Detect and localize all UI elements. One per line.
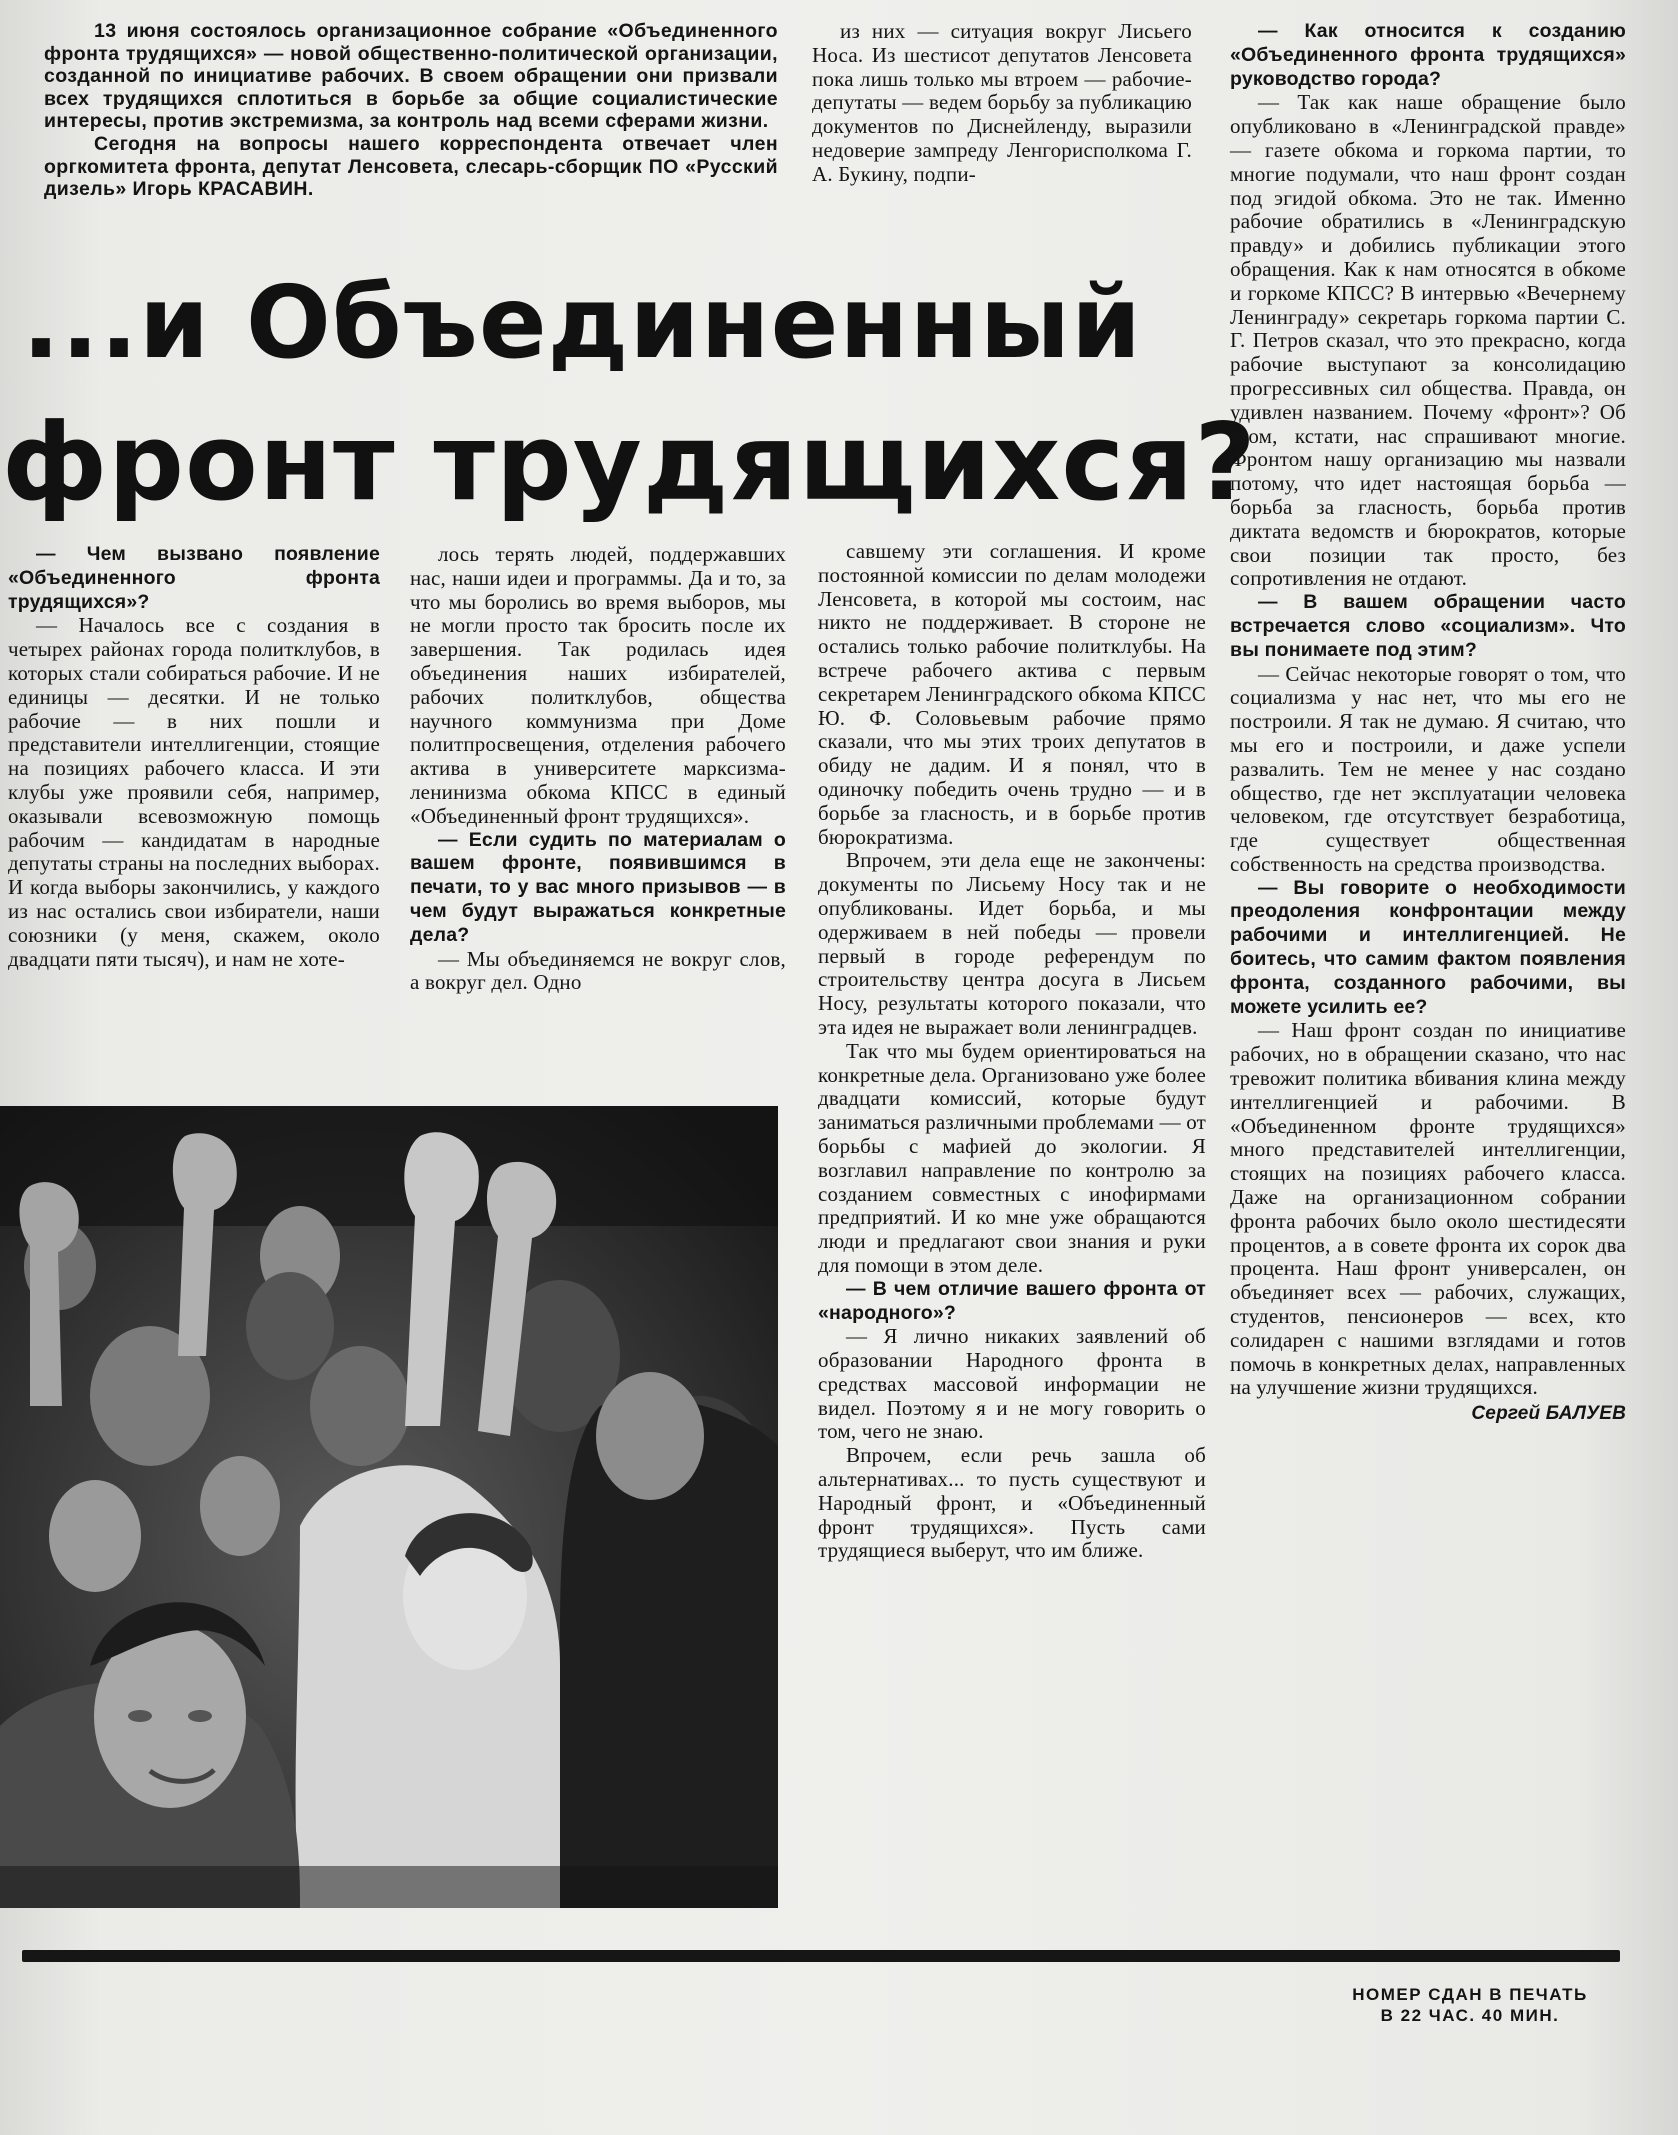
lead-intro [44, 20, 778, 201]
print-note [1300, 1984, 1640, 2026]
column-3 [818, 540, 1206, 1563]
interview-question: — Как относится к созданию «Объединенного фронта трудящихся» руководство города? [1230, 20, 1626, 90]
bottom-rule [22, 1950, 1620, 1962]
column-2 [410, 543, 786, 995]
article-paragraph: — Наш фронт создан по инициативе рабочих, но в обращении сказано, что нас тревожит политика вбивания клина между интеллигенцией и рабочими. В «Объединенном фронте трудящихся» много представителей интеллигенции, стоящих на позициях рабочего класса. Даже на организационном собрании фронта рабочих было около шестидесяти процентов, а в совете фронта их сорок два процента. Наш фронт универсален, он объединяет всех — рабочих, служащих, студентов, пенсионеров — всех, кто солидарен с нашими взглядами и готов помочь в конкретных делах, направленных на улучшение жизни трудящихся. [1230, 1018, 1626, 1400]
author-signature: Сергей БАЛУЕВ [1471, 1403, 1626, 1425]
article-paragraph: — Сейчас некоторые говорят о том, что социализма у нас нет, что мы его не построили. Я так не думаю. Я считаю, что мы его и построили, и даже успели развалить. Тем не менее у нас создано общество, где нет эксплуатации человека человеком, где отсутствует безработица, где существует общественная собственность на средства производства. [1230, 661, 1626, 876]
article-paragraph: Так что мы будем ориентироваться на конкретные дела. Организовано уже более двадцати комиссий, которые будут заниматься различными проблемами — от борьбы с мафией до экологии. Я возглавил направление по контролю за созданием совместных с инофирмами предприятий. И ко мне уже обращаются люди и предлагают свои знания и руки для помощи в этом деле. [818, 1038, 1207, 1277]
interview-question: — В вашем обращении часто встречается слово «социализм». Что вы понимаете под этим? [1230, 591, 1626, 661]
print-note-line-1: НОМЕР СДАН В ПЕЧАТЬ [1352, 1985, 1588, 2004]
article-paragraph: — Мы объединяемся не вокруг слов, а вокруг дел. Одно [410, 946, 786, 995]
print-note-line-2: В 22 ЧАС. 40 МИН. [1380, 2006, 1560, 2025]
article-paragraph: из них — ситуация вокруг Лисьего Носа. Из шестисот депутатов Ленсовета пока лишь только мы втроем — рабочие-депутаты — ведем борьбу за публикацию документов по Диснейленду, выразили недоверие зампреду Ленгорисполкома Г. А. Букину, подпи- [812, 19, 1192, 186]
crowd-photo-illustration [0, 1106, 778, 1908]
column-top-middle [812, 20, 1192, 187]
interview-question: — Вы говорите о необходимости преодоления конфронтации между рабочими и интеллигенцией. Не боитесь, что самим фактом появления фронта, созданного рабочими, вы можете усилить ее? [1230, 876, 1626, 1018]
headline-line-1: ...и Объединенный [22, 264, 1143, 381]
column-1 [8, 543, 380, 971]
headline-line-2: фронт трудящихся? [2, 401, 1257, 524]
article-paragraph: — Так как наше обращение было опубликовано в «Ленинградской правде» — газете обкома и горкома партии, то многие подумали, что наш фронт создан под эгидой обкома. Это не так. Именно рабочие обратились в «Ленинградскую правду» и добились публикации этого обращения. Как к нам относятся в обкоме и горкоме КПСС? В интервью «Вечернему Ленинграду» секретарь горкома партии С. Г. Петров сказал, что это прекрасно, когда рабочие выступают за консолидацию прогрессивных сил общества. Правда, он удивлен названием. Почему «фронт»? Об этом, кстати, нас спрашивают многие. Фронтом нашу организацию мы назвали потому, что идет настоящая борьба — борьба за гласность, борьба против диктата ведомств и бюрократов, которые свои позиции так просто, без сопротивления не отдают. [1230, 90, 1626, 591]
column-4 [1230, 20, 1626, 1426]
lead-paragraph-1: 13 июня состоялось организационное собрание «Объединенного фронта трудящихся» — новой общественно-политической организации, созданной по инициативе рабочих. В своем обращении они призвали всех трудящихся сплотиться в борьбе за общие социалистические интересы, против экстремизма, за контроль над всеми сферами жизни. [44, 20, 778, 133]
interview-question: — Если судить по материалам о вашем фронте, появившимся в печати, то у вас много призывов — в чем будут выражаться конкретные дела? [410, 828, 786, 946]
article-paragraph: савшему эти соглашения. И кроме постоянной комиссии по делам молодежи Ленсовета, в которой мы состоим, нас никто не поддерживает. В стороне не остались только рабочие политклубы. На встрече рабочего актива с первым секретарем Ленинградского обкома КПСС Ю. Ф. Соловьевым рабочие прямо сказали, что мы этих троих депутатов в обиду не дадим. И я понял, что в одиночку победить очень трудно — и в борьбе за гласность, и в борьбе против бюрократизма. [818, 539, 1206, 849]
article-paragraph: Впрочем, если речь зашла об альтернативах... то пусть существуют и Народный фронт, и «Объединенный фронт трудящихся». Пусть сами трудящиеся выберут, что им ближе. [818, 1443, 1206, 1563]
interview-question: — Чем вызвано появление «Объединенного фронта трудящихся»? [8, 543, 380, 613]
article-paragraph: Впрочем, эти дела еще не закончены: документы по Лисьему Носу так и не опубликованы. Идет борьба, и мы одерживаем в ней победы — провели первый в городе референдум по строительству центра досуга в Лисьем Носу, результаты которого показали, что эта идея не выражает воли ленинградцев. [818, 848, 1206, 1039]
crowd-photo [0, 1106, 778, 1908]
article-paragraph: — Началось все с создания в четырех районах города политклубов, в которых стали собираться рабочие. И не единицы — десятки. И не только рабочие — в них пошли и представители интеллигенции, стоящие на позициях рабочего класса. И эти клубы уже проявили себя, например, оказывали всевозможную помощь рабочим — кандидатам в народные депутаты страны на последних выборах. И когда выборы закончились, у каждого из нас остались свои избиратели, наши союзники (у меня, скажем, около двадцати пяти тысяч), и нам не хоте- [8, 613, 380, 971]
lead-paragraph-2: Сегодня на вопросы нашего корреспондента отвечает член оргкомитета фронта, депутат Ленсовета, слесарь-сборщик ПО «Русский дизель» Игорь КРАСАВИН. [44, 132, 778, 201]
interview-question: — В чем отличие вашего фронта от «народного»? [818, 1277, 1206, 1324]
article-paragraph: — Я лично никаких заявлений об образовании Народного фронта в средствах массовой информации не видел. Поэтому я и не могу говорить о том, чего не знаю. [818, 1324, 1206, 1444]
article-paragraph: лось терять людей, поддержавших нас, наши идеи и программы. Да и то, за что мы боролись во время выборов, мы не могли просто так бросить после их завершения. Так родилась идея объединения наших избирателей, рабочих политклубов, общества научного коммунизма при Доме политпросвещения, отделения рабочего актива в университете марксизма-ленинизма обкома КПСС в единый «Объединенный фронт трудящихся». [410, 542, 786, 828]
